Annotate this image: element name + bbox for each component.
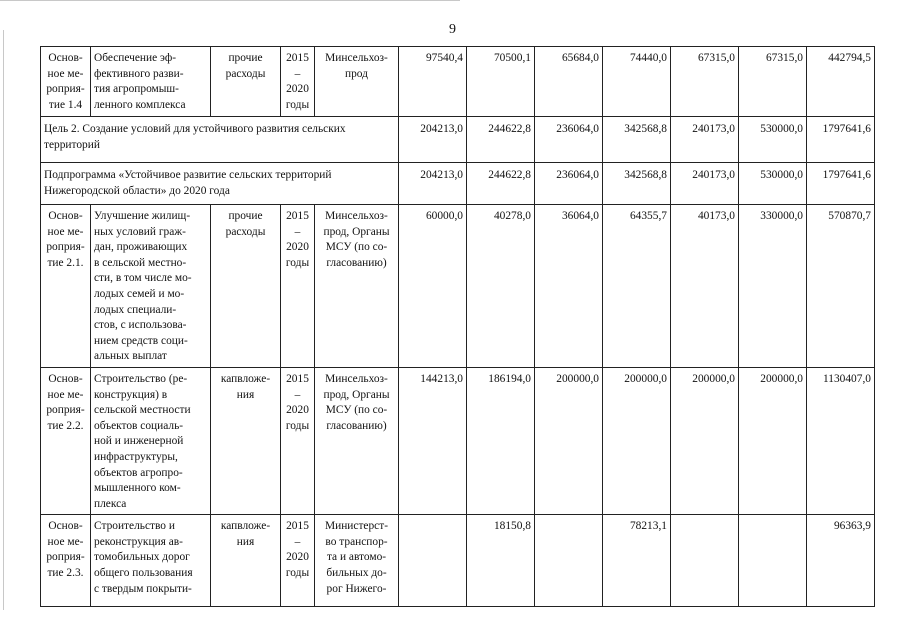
value-2015 (399, 515, 467, 607)
value-2018: 200000,0 (603, 367, 671, 514)
value-2016: 244622,8 (467, 163, 535, 205)
executor: Минсельхоз- прод, Органы МСУ (по со- гласованию) (315, 367, 399, 514)
scan-edge-top (0, 0, 460, 1)
value-2015: 60000,0 (399, 205, 467, 368)
table-row-subprogram (41, 163, 875, 205)
value-total: 570870,7 (807, 205, 875, 368)
value-2019: 40173,0 (671, 205, 739, 368)
value-2015: 204213,0 (399, 117, 467, 163)
executor: Министерст- во транспор- та и автомо- бильных до- рог Нижего- (315, 515, 399, 607)
value-2016: 70500,1 (467, 47, 535, 117)
value-2019: 67315,0 (671, 47, 739, 117)
value-2016: 18150,8 (467, 515, 535, 607)
value-2016: 40278,0 (467, 205, 535, 368)
measure-name: Улучшение жилищ- ных условий граж- дан, проживающих в сельской местно- сти, в том числе мо- лодых семей и мо- лодых специали- стов, с использова- нием средств соци- альных выплат (91, 205, 211, 368)
value-2017: 65684,0 (535, 47, 603, 117)
measure-name: Строительство и реконструкция ав- томобильных дорог общего пользования с твердым покрыти- (91, 515, 211, 607)
value-2020: 67315,0 (739, 47, 807, 117)
value-2018: 342568,8 (603, 163, 671, 205)
value-2017 (535, 515, 603, 607)
value-2018: 342568,8 (603, 117, 671, 163)
expense-type: капвложе- ния (211, 515, 281, 607)
budget-table (40, 46, 875, 607)
table-row-measure-2-1 (41, 205, 875, 368)
table-row-measure-2-3 (41, 515, 875, 607)
period: 2015 – 2020 годы (281, 205, 315, 368)
measure-code: Основ- ное ме- роприя- тие 2.3. (41, 515, 91, 607)
value-2020 (739, 515, 807, 607)
value-2019: 240173,0 (671, 117, 739, 163)
value-total: 1797641,6 (807, 163, 875, 205)
value-2015: 204213,0 (399, 163, 467, 205)
value-2020: 530000,0 (739, 163, 807, 205)
goal-title: Цель 2. Создание условий для устойчивого развития сельских территорий (41, 117, 399, 163)
table-row-measure-1-4 (41, 47, 875, 117)
value-total: 1797641,6 (807, 117, 875, 163)
executor: Минсельхоз- прод, Органы МСУ (по со- гласованию) (315, 205, 399, 368)
expense-type: прочие расходы (211, 47, 281, 117)
table-row-goal-2 (41, 117, 875, 163)
value-total: 442794,5 (807, 47, 875, 117)
value-2016: 186194,0 (467, 367, 535, 514)
scan-edge-left (3, 30, 4, 610)
period: 2015 – 2020 годы (281, 515, 315, 607)
value-2017: 236064,0 (535, 117, 603, 163)
value-2015: 97540,4 (399, 47, 467, 117)
value-2020: 530000,0 (739, 117, 807, 163)
value-total: 1130407,0 (807, 367, 875, 514)
value-2018: 64355,7 (603, 205, 671, 368)
measure-code: Основ- ное ме- роприя- тие 2.2. (41, 367, 91, 514)
value-2019 (671, 515, 739, 607)
expense-type: прочие расходы (211, 205, 281, 368)
value-2020: 330000,0 (739, 205, 807, 368)
period: 2015 – 2020 годы (281, 47, 315, 117)
measure-name: Обеспечение эф- фективного разви- тия агропромыш- ленного комплекса (91, 47, 211, 117)
value-2019: 200000,0 (671, 367, 739, 514)
value-2015: 144213,0 (399, 367, 467, 514)
measure-code: Основ- ное ме- роприя- тие 2.1. (41, 205, 91, 368)
executor: Минсельхоз- прод (315, 47, 399, 117)
value-total: 96363,9 (807, 515, 875, 607)
table-row-measure-2-2 (41, 367, 875, 514)
page-number: 9 (449, 22, 456, 37)
measure-code: Основ- ное ме- роприя- тие 1.4 (41, 47, 91, 117)
value-2020: 200000,0 (739, 367, 807, 514)
period: 2015 – 2020 годы (281, 367, 315, 514)
subprogram-title: Подпрограмма «Устойчивое развитие сельских территорий Нижегородской области» до 2020 года (41, 163, 399, 205)
value-2016: 244622,8 (467, 117, 535, 163)
value-2018: 78213,1 (603, 515, 671, 607)
value-2017: 200000,0 (535, 367, 603, 514)
measure-name: Строительство (ре- конструкция) в сельской местности объектов социаль- ной и инженерной инфраструктуры, объектов агропро- мышленного ком- плекса (91, 367, 211, 514)
value-2018: 74440,0 (603, 47, 671, 117)
value-2017: 36064,0 (535, 205, 603, 368)
value-2019: 240173,0 (671, 163, 739, 205)
value-2017: 236064,0 (535, 163, 603, 205)
expense-type: капвложе- ния (211, 367, 281, 514)
